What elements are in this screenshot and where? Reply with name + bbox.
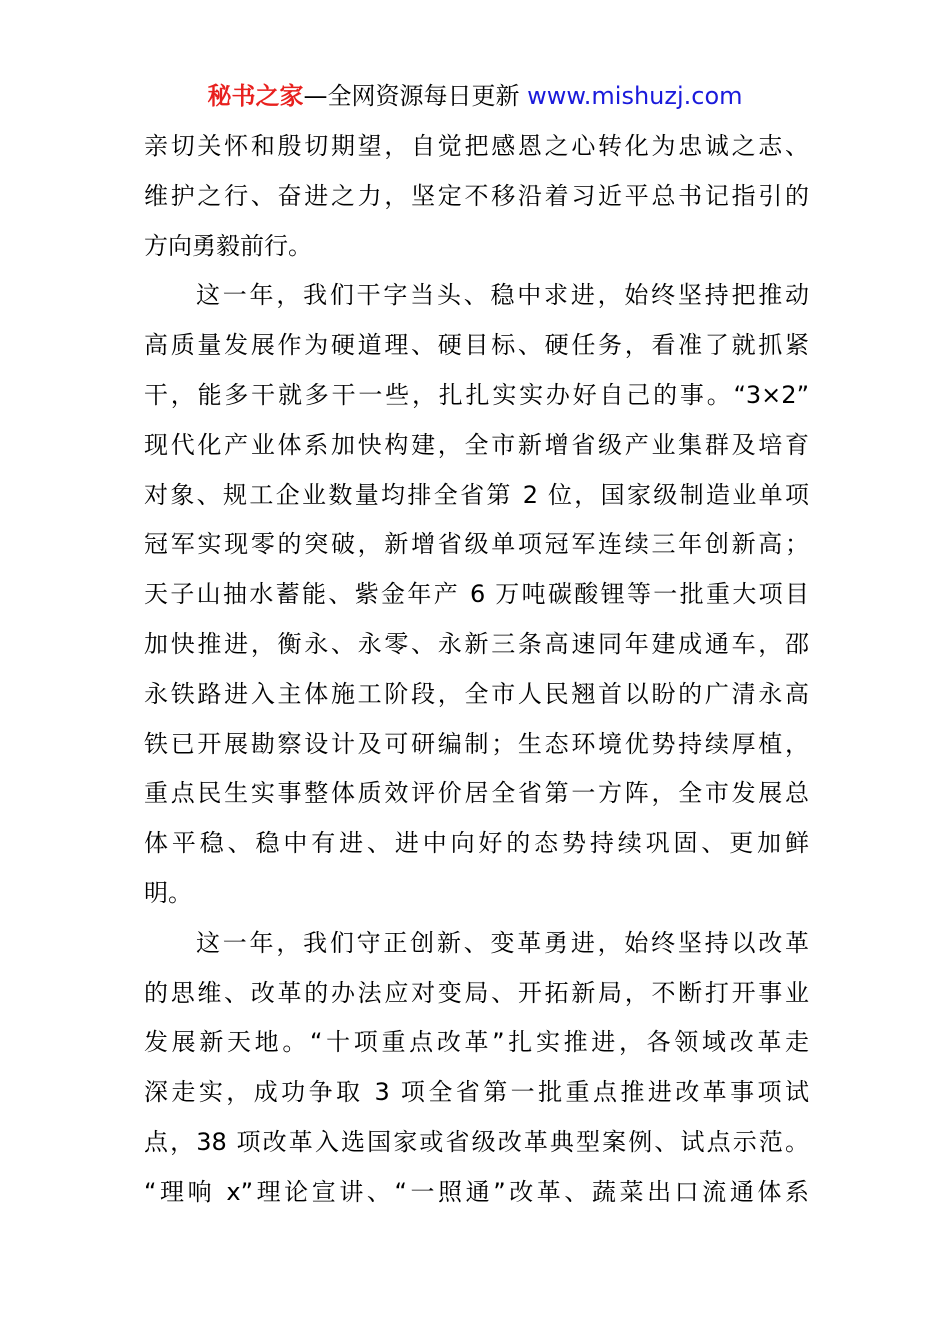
body-line: 体平稳、稳中有进、进中向好的态势持续巩固、更加鲜: [144, 829, 809, 858]
site-url[interactable]: www.mishuzj.com: [527, 82, 743, 110]
site-tagline: —全网资源每日更新: [303, 82, 528, 110]
document-body: [144, 122, 809, 1218]
body-line: 冠军实现零的突破，新增省级单项冠军连续三年创新高；: [144, 530, 809, 559]
body-line: 高质量发展作为硬道理、硬目标、硬任务，看准了就抓紧: [144, 331, 809, 360]
body-line: 发展新天地。“十项重点改革”扎实推进，各领域改革走: [144, 1028, 809, 1057]
body-line: 这一年，我们干字当头、稳中求进，始终坚持把推动: [196, 281, 809, 310]
body-line: 点，38 项改革入选国家或省级改革典型案例、试点示范。: [144, 1127, 809, 1156]
body-line: 干，能多干就多干一些，扎扎实实办好自己的事。“3×2”: [144, 380, 809, 409]
body-line: 对象、规工企业数量均排全省第 2 位，国家级制造业单项: [144, 480, 809, 509]
body-line: 这一年，我们守正创新、变革勇进，始终坚持以改革: [196, 928, 809, 957]
body-line: 明。: [144, 878, 192, 907]
body-line: 天子山抽水蓄能、紫金年产 6 万吨碳酸锂等一批重大项目: [144, 580, 809, 609]
body-line: 现代化产业体系加快构建，全市新增省级产业集群及培育: [144, 430, 809, 459]
body-line: 铁已开展勘察设计及可研编制；生态环境优势持续厚植，: [144, 729, 809, 758]
body-line: 的思维、改革的办法应对变局、开拓新局，不断打开事业: [144, 978, 809, 1007]
body-line: “理响 x”理论宣讲、“一照通”改革、蔬菜出口流通体系: [144, 1177, 809, 1206]
body-line: 方向勇毅前行。: [144, 231, 312, 260]
site-brand: 秘书之家: [207, 82, 304, 110]
body-line: 重点民生实事整体质效评价居全省第一方阵，全市发展总: [144, 779, 809, 808]
body-line: 永铁路进入主体施工阶段，全市人民翘首以盼的广清永高: [144, 679, 809, 708]
site-header: [0, 80, 950, 112]
body-line: 加快推进，衡永、永零、永新三条高速同年建成通车，邵: [144, 629, 809, 658]
body-line: 深走实，成功争取 3 项全省第一批重点推进改革事项试: [144, 1078, 809, 1107]
body-line: 亲切关怀和殷切期望，自觉把感恩之心转化为忠诚之志、: [144, 132, 809, 160]
body-line: 维护之行、奋进之力，坚定不移沿着习近平总书记指引的: [144, 181, 809, 210]
